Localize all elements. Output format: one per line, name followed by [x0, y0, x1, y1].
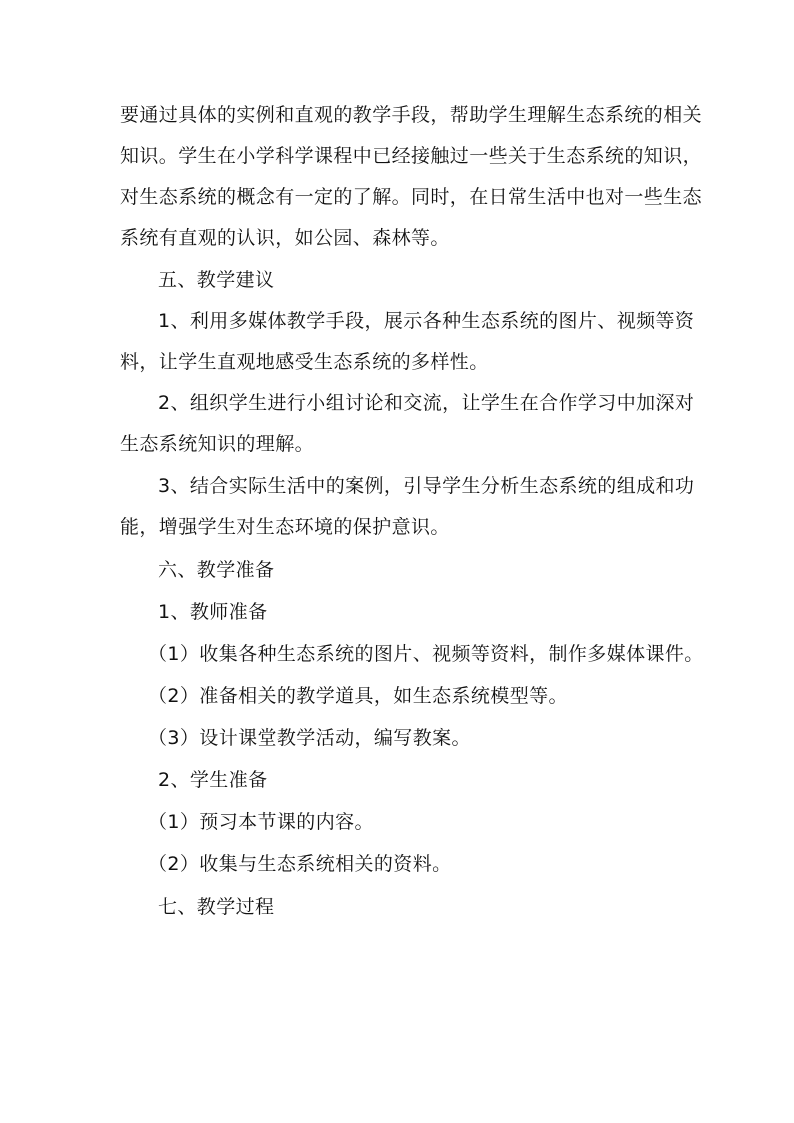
- suggestion-item-2: 2、组织学生进行小组讨论和交流，让学生在合作学习中加深对: [158, 392, 695, 414]
- intro-paragraph-line: 系统有直观的认识，如公园、森林等。: [120, 227, 450, 249]
- section-heading-teaching-suggestions: 五、教学建议: [158, 269, 275, 291]
- suggestion-item-3-continuation: 能，增强学生对生态环境的保护意识。: [120, 516, 450, 538]
- intro-paragraph-line: 对生态系统的概念有一定的了解。同时，在日常生活中也对一些生态: [120, 186, 703, 208]
- subheading-teacher-preparation: 1、教师准备: [158, 601, 268, 623]
- intro-paragraph-line: 知识。学生在小学科学课程中已经接触过一些关于生态系统的知识，: [120, 145, 703, 167]
- section-heading-teaching-process: 七、教学过程: [158, 896, 275, 918]
- section-heading-teaching-preparation: 六、教学准备: [158, 559, 275, 581]
- suggestion-item-1: 1、利用多媒体教学手段，展示各种生态系统的图片、视频等资: [158, 310, 695, 332]
- teacher-prep-item-2: （2）准备相关的教学道具，如生态系统模型等。: [148, 685, 568, 707]
- intro-paragraph-line: 要通过具体的实例和直观的教学手段，帮助学生理解生态系统的相关: [120, 104, 703, 126]
- teacher-prep-item-3: （3）设计课堂教学活动，编写教案。: [148, 727, 471, 749]
- student-prep-item-1: （1）预习本节课的内容。: [148, 811, 374, 833]
- subheading-student-preparation: 2、学生准备: [158, 769, 268, 791]
- suggestion-item-1-continuation: 料，让学生直观地感受生态系统的多样性。: [120, 351, 489, 373]
- student-prep-item-2: （2）收集与生态系统相关的资料。: [148, 853, 452, 875]
- suggestion-item-3: 3、结合实际生活中的案例，引导学生分析生态系统的组成和功: [158, 475, 695, 497]
- suggestion-item-2-continuation: 生态系统知识的理解。: [120, 433, 315, 455]
- teacher-prep-item-1: （1）收集各种生态系统的图片、视频等资料，制作多媒体课件。: [148, 643, 704, 665]
